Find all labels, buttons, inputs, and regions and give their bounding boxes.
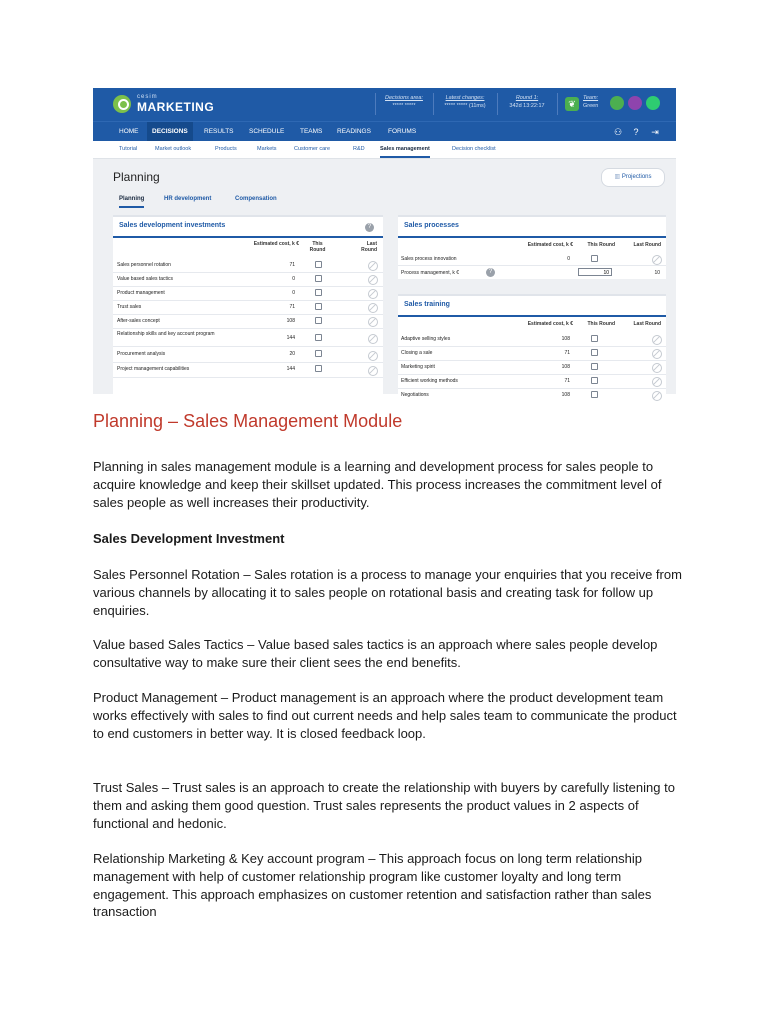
leaf-icon: ❦ bbox=[565, 97, 579, 111]
user-icon[interactable]: ⚇ bbox=[613, 127, 623, 137]
panel-title: Sales processes bbox=[404, 222, 459, 229]
round-label: Round 1: bbox=[515, 95, 539, 101]
main-nav bbox=[93, 121, 676, 142]
row-label: Trust sales bbox=[117, 304, 142, 310]
row-label: After-sales concept bbox=[117, 318, 160, 324]
col-this-round: This Round bbox=[587, 321, 615, 327]
projections-label: Projections bbox=[621, 174, 652, 180]
brand-name: MARKETING bbox=[137, 100, 215, 114]
row-label: Closing a sale bbox=[401, 350, 433, 356]
divider bbox=[113, 362, 383, 363]
this-round-checkbox[interactable] bbox=[591, 349, 598, 356]
row-label: Project management capabilities bbox=[117, 366, 190, 372]
team-value: Green bbox=[583, 103, 599, 109]
row-label: Efficient working methods bbox=[401, 378, 458, 384]
col-this-round: This Round bbox=[309, 241, 326, 253]
document-heading: Planning – Sales Management Module bbox=[93, 411, 403, 431]
row-cost: 108 bbox=[286, 318, 295, 324]
disabled-icon bbox=[368, 303, 378, 313]
section-subheading: Sales Development Investment bbox=[93, 531, 285, 546]
nav-schedule[interactable]: SCHEDULE bbox=[249, 128, 285, 135]
divider bbox=[398, 374, 666, 375]
subnav-market-outlook[interactable]: Market outlook bbox=[155, 146, 192, 152]
cesim-logo-icon bbox=[113, 95, 131, 113]
subnav-markets[interactable]: Markets bbox=[257, 146, 277, 152]
row-cost: 71 bbox=[564, 350, 570, 356]
disabled-icon bbox=[368, 351, 378, 361]
row-cost: 71 bbox=[289, 304, 295, 310]
help-icon[interactable]: ? bbox=[365, 223, 374, 232]
divider bbox=[375, 93, 376, 115]
row-cost: 71 bbox=[289, 262, 295, 268]
row-label: Marketing spirit bbox=[401, 364, 435, 370]
intro-paragraph: Planning in sales management module is a learning and development process for sales people to acquire knowledge and keep their skillset updated. This process increases the commitment level of sales people as well increases their productivity. bbox=[93, 459, 662, 510]
disabled-icon bbox=[368, 334, 378, 344]
disabled-icon bbox=[652, 363, 662, 373]
this-round-checkbox[interactable] bbox=[315, 303, 322, 310]
row-cost: 108 bbox=[561, 336, 570, 342]
paragraph: Trust Sales – Trust sales is an approach to create the relationship with buyers by carefully listening to them and asking them good question. Trust sales represents the product values in 2 aspects of functional and hedonic. bbox=[93, 780, 675, 831]
nav-decisions[interactable]: DECISIONS bbox=[147, 122, 193, 142]
this-round-checkbox[interactable] bbox=[315, 289, 322, 296]
this-round-checkbox[interactable] bbox=[315, 275, 322, 282]
divider bbox=[398, 388, 666, 389]
tab-planning[interactable]: Planning bbox=[119, 196, 144, 208]
help-icon[interactable]: ? bbox=[486, 268, 495, 277]
team-label: Team: bbox=[583, 95, 599, 101]
team-info[interactable] bbox=[583, 94, 605, 110]
subnav-products[interactable]: Products bbox=[215, 146, 237, 152]
disabled-icon bbox=[652, 377, 662, 387]
paragraph: Value based Sales Tactics – Value based sales tactics is an approach where sales people develop consultative way to make sure their client sees the end benefits. bbox=[93, 637, 658, 670]
panel-title: Sales training bbox=[404, 301, 450, 308]
process-management-input[interactable]: 10 bbox=[578, 268, 612, 276]
divider bbox=[113, 286, 383, 287]
tab-compensation[interactable]: Compensation bbox=[235, 196, 277, 202]
sales-training-panel bbox=[398, 294, 666, 406]
disabled-icon bbox=[368, 289, 378, 299]
this-round-checkbox[interactable] bbox=[591, 255, 598, 262]
row-label: Value based sales tactics bbox=[117, 276, 174, 282]
row-cost: 108 bbox=[561, 364, 570, 370]
round-timer[interactable] bbox=[501, 94, 553, 110]
latest-changes-value: ***** ***** (11ms) bbox=[444, 103, 486, 109]
row-cost: 144 bbox=[286, 366, 295, 372]
row-last: 10 bbox=[654, 270, 660, 276]
row-cost: 71 bbox=[564, 378, 570, 384]
row-cost: 0 bbox=[567, 256, 570, 262]
disabled-icon bbox=[652, 255, 662, 265]
help-icon[interactable]: ? bbox=[633, 127, 639, 137]
divider bbox=[433, 93, 434, 115]
round-value: 342d 13:22:17 bbox=[509, 103, 545, 109]
latest-changes[interactable] bbox=[437, 94, 493, 110]
logout-icon[interactable]: ⇥ bbox=[651, 127, 659, 137]
paragraph: Relationship Marketing & Key account program – This approach focus on long term relationship management with help of customer relationship program like customer loyalty and long term engagement. This approach emphasizes on customer retention and satisfaction rather than sales transaction bbox=[93, 851, 652, 920]
row-label: Adaptive selling styles bbox=[401, 336, 451, 342]
subnav-tutorial[interactable]: Tutorial bbox=[119, 146, 138, 152]
decisions-area[interactable] bbox=[379, 94, 429, 110]
row-cost: 0 bbox=[292, 290, 295, 296]
disabled-icon bbox=[652, 335, 662, 345]
subnav-rd[interactable]: R&D bbox=[353, 146, 365, 152]
this-round-checkbox[interactable] bbox=[315, 365, 322, 372]
paragraph: Product Management – Product management is an approach where the product development team works effectively with sales to find out current needs and help sales team to communicate the product to end customers in better way. It is closed feedback loop. bbox=[93, 690, 677, 741]
subnav-sales-management[interactable]: Sales management bbox=[380, 141, 430, 158]
row-label: Process management, k € bbox=[401, 270, 460, 276]
col-estimated-cost: Estimated cost, k € bbox=[253, 241, 299, 247]
divider bbox=[398, 315, 666, 317]
disabled-icon bbox=[368, 275, 378, 285]
chart-icon: ▥ bbox=[614, 174, 622, 180]
row-label: Relationship skills and key account program bbox=[117, 331, 215, 337]
row-label: Negotiations bbox=[401, 392, 429, 398]
this-round-checkbox[interactable] bbox=[315, 334, 322, 341]
nav-forums[interactable]: FORUMS bbox=[388, 128, 417, 135]
nav-home[interactable]: HOME bbox=[119, 128, 139, 135]
embedded-screenshot bbox=[93, 88, 676, 398]
brand-small: cesim bbox=[137, 94, 158, 100]
this-round-checkbox[interactable] bbox=[591, 391, 598, 398]
row-label: Sales personnel rotation bbox=[117, 262, 171, 268]
this-round-checkbox[interactable] bbox=[315, 261, 322, 268]
page-title: Planning bbox=[113, 170, 160, 184]
col-last-round: Last Round bbox=[361, 241, 377, 253]
nav-teams[interactable]: TEAMS bbox=[300, 128, 323, 135]
row-label: Product management bbox=[117, 290, 165, 296]
paragraph: Sales Personnel Rotation – Sales rotation is a process to manage your enquiries that you receive from various channels by allocating it to sales people on rotational basis and creating task for follow up enquiries. bbox=[93, 567, 682, 618]
divider bbox=[398, 360, 666, 361]
row-label: Sales process innovation bbox=[401, 256, 457, 262]
divider bbox=[113, 346, 383, 347]
avatar[interactable] bbox=[610, 96, 624, 110]
this-round-checkbox[interactable] bbox=[315, 317, 322, 324]
divider bbox=[113, 328, 383, 329]
col-last-round: Last Round bbox=[633, 321, 661, 327]
disabled-icon bbox=[368, 261, 378, 271]
divider bbox=[113, 300, 383, 301]
this-round-checkbox[interactable] bbox=[315, 350, 322, 357]
disabled-icon bbox=[368, 317, 378, 327]
nav-readings[interactable]: READINGS bbox=[337, 128, 371, 135]
latest-changes-label: Latest changes: bbox=[445, 95, 485, 101]
avatar[interactable] bbox=[628, 96, 642, 110]
divider bbox=[398, 236, 666, 238]
this-round-checkbox[interactable] bbox=[591, 335, 598, 342]
decisions-area-value: ***** ***** bbox=[392, 103, 416, 109]
divider bbox=[398, 265, 666, 266]
panel-title: Sales development investments bbox=[119, 222, 226, 229]
avatar[interactable] bbox=[646, 96, 660, 110]
col-estimated-cost: Estimated cost, k € bbox=[527, 242, 573, 248]
disabled-icon bbox=[368, 366, 378, 376]
divider bbox=[113, 377, 383, 378]
col-this-round: This Round bbox=[587, 242, 615, 248]
divider bbox=[497, 93, 498, 115]
row-cost: 20 bbox=[289, 351, 295, 357]
subnav-decision-checklist[interactable]: Decision checklist bbox=[452, 146, 496, 152]
divider bbox=[557, 93, 558, 115]
row-label: Procurement analysis bbox=[117, 351, 166, 357]
row-cost: 108 bbox=[561, 392, 570, 398]
top-bar bbox=[93, 88, 676, 121]
divider bbox=[398, 346, 666, 347]
divider bbox=[113, 272, 383, 273]
tab-hr-development[interactable]: HR development bbox=[164, 196, 212, 202]
disabled-icon bbox=[652, 349, 662, 359]
divider bbox=[113, 236, 383, 238]
sales-development-panel bbox=[113, 215, 383, 397]
sub-nav bbox=[93, 141, 676, 159]
col-estimated-cost: Estimated cost, k € bbox=[527, 321, 573, 327]
decisions-area-label: Decisions area: bbox=[385, 95, 423, 101]
projections-button[interactable] bbox=[601, 168, 665, 187]
this-round-checkbox[interactable] bbox=[591, 363, 598, 370]
sales-processes-panel bbox=[398, 215, 666, 279]
divider bbox=[113, 314, 383, 315]
nav-results[interactable]: RESULTS bbox=[204, 128, 234, 135]
this-round-checkbox[interactable] bbox=[591, 377, 598, 384]
row-cost: 144 bbox=[286, 335, 295, 341]
subnav-customer-care[interactable]: Customer care bbox=[294, 146, 331, 152]
row-cost: 0 bbox=[292, 276, 295, 282]
disabled-icon bbox=[652, 391, 662, 401]
col-last-round: Last Round bbox=[633, 242, 661, 248]
